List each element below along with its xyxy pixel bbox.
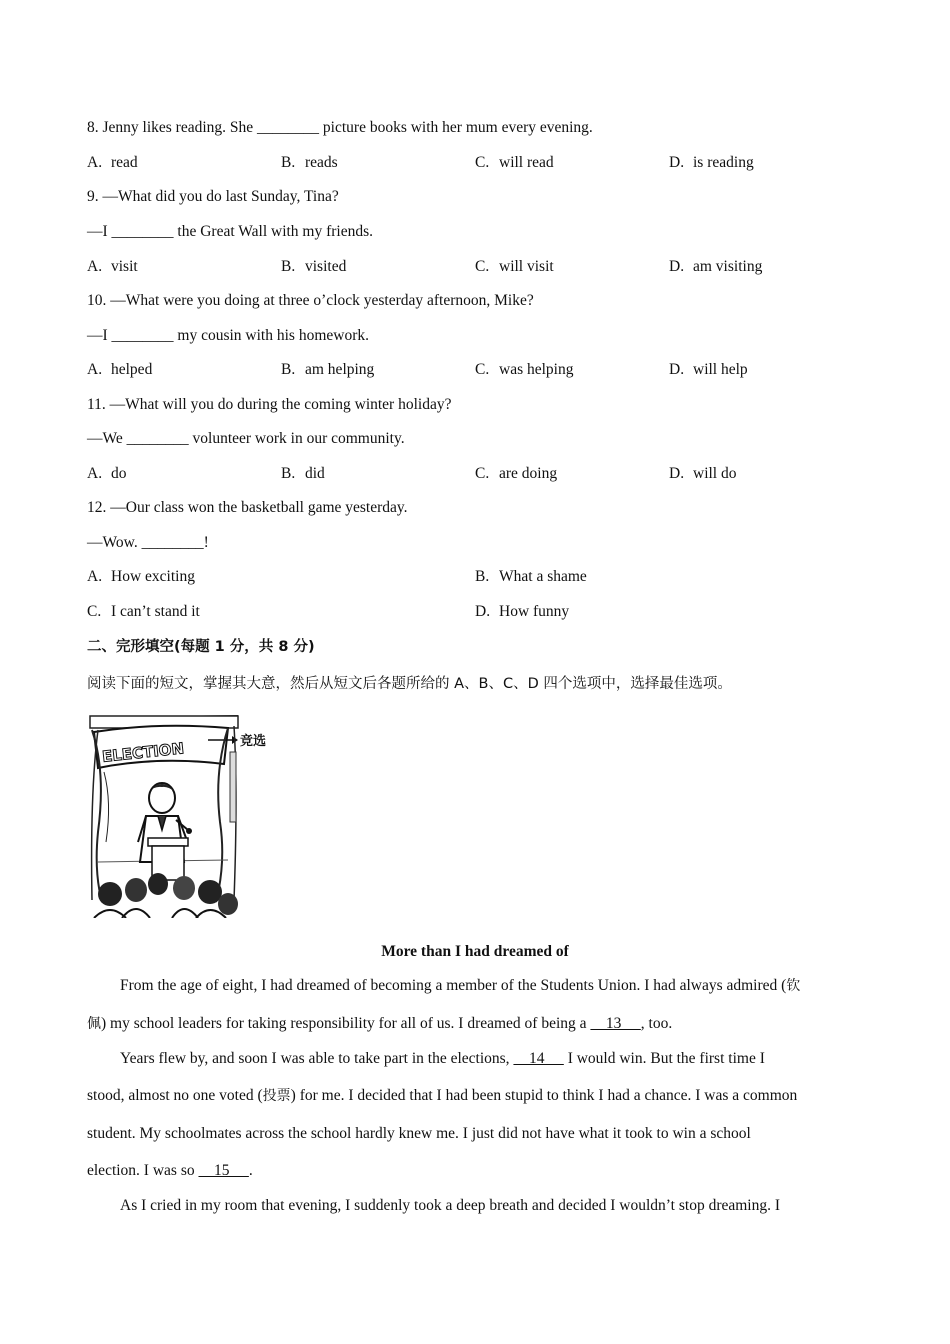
question-12-options-row2 bbox=[87, 602, 867, 622]
option-a: A. How exciting bbox=[87, 568, 195, 585]
banner-label: 竞选 bbox=[240, 734, 267, 749]
option-c: C. was helping bbox=[475, 361, 574, 378]
option-b: B. am helping bbox=[281, 361, 375, 378]
option-d: D. am visiting bbox=[669, 258, 763, 275]
passage-paragraph-3-line-1: As I cried in my room that evening, I suddenly took a deep breath and decided I wouldn’t stop dreaming. I bbox=[120, 1197, 781, 1214]
question-9-stem: 9. —What did you do last Sunday, Tina? bbox=[87, 188, 339, 205]
blank-13: 13 bbox=[590, 1015, 641, 1032]
passage-title: More than I had dreamed of bbox=[381, 943, 569, 960]
option-c: C. are doing bbox=[475, 465, 558, 482]
question-12-stem: 12. —Our class won the basketball game yesterday. bbox=[87, 499, 408, 516]
passage-paragraph-1-line-2: 佩) my school leaders for taking responsibility for all of us. I dreamed of being a 13 , too. bbox=[87, 1015, 673, 1032]
question-8-stem: 8. Jenny likes reading. She ________ picture books with her mum every evening. bbox=[87, 119, 593, 136]
section-title: 二、完形填空(每题 1 分，共 8 分) bbox=[87, 639, 315, 655]
option-a: A. helped bbox=[87, 361, 153, 378]
passage-paragraph-2-line-3: student. My schoolmates across the school hardly knew me. I just did not have what it took to win a school bbox=[87, 1125, 751, 1142]
question-10-options bbox=[87, 360, 867, 380]
option-b: B. did bbox=[281, 465, 325, 482]
question-12-options-row1 bbox=[87, 567, 867, 587]
passage-paragraph-2-line-2: stood, almost no one voted (投票) for me. I decided that I had been stupid to think I had a chance. I was a common bbox=[87, 1087, 798, 1104]
option-d: D. is reading bbox=[669, 154, 754, 171]
question-8-options bbox=[87, 153, 867, 173]
passage-paragraph-2-line-4: election. I was so 15 . bbox=[87, 1162, 253, 1179]
option-c: C. I can’t stand it bbox=[87, 603, 200, 620]
option-d: D. will help bbox=[669, 361, 748, 378]
question-12-reply: —Wow. ________! bbox=[87, 534, 209, 551]
option-d: D. will do bbox=[669, 465, 737, 482]
option-d: D. How funny bbox=[475, 603, 570, 620]
question-11-reply: —We ________ volunteer work in our community. bbox=[87, 430, 405, 447]
option-b: B. reads bbox=[281, 154, 338, 171]
blank-14: 14 bbox=[513, 1050, 564, 1067]
question-10-reply: —I ________ my cousin with his homework. bbox=[87, 327, 369, 344]
question-9-options bbox=[87, 257, 867, 277]
question-11-stem: 11. —What will you do during the coming winter holiday? bbox=[87, 396, 452, 413]
passage-paragraph-1-line-1: From the age of eight, I had dreamed of becoming a member of the Students Union. I had always admired (钦 bbox=[120, 977, 801, 994]
option-a: A. read bbox=[87, 154, 138, 171]
option-b: B. What a shame bbox=[475, 568, 587, 585]
question-10-stem: 10. —What were you doing at three o’clock yesterday afternoon, Mike? bbox=[87, 292, 534, 309]
blank-15: 15 bbox=[198, 1162, 249, 1179]
banner-text: ELECTION bbox=[101, 739, 185, 766]
option-a: A. do bbox=[87, 465, 127, 482]
option-b: B. visited bbox=[281, 258, 347, 275]
election-illustration bbox=[88, 712, 273, 918]
section-instruction: 阅读下面的短文，掌握其大意，然后从短文后各题所给的 A、B、C、D 四个选项中，选择最佳选项。 bbox=[87, 676, 732, 692]
question-11-options bbox=[87, 464, 867, 484]
option-c: C. will visit bbox=[475, 258, 554, 275]
option-a: A. visit bbox=[87, 258, 138, 275]
option-c: C. will read bbox=[475, 154, 554, 171]
passage-paragraph-2-line-1: Years flew by, and soon I was able to take part in the elections, 14 I would win. But the first time I bbox=[120, 1050, 765, 1067]
question-9-reply: —I ________ the Great Wall with my friends. bbox=[87, 223, 374, 240]
